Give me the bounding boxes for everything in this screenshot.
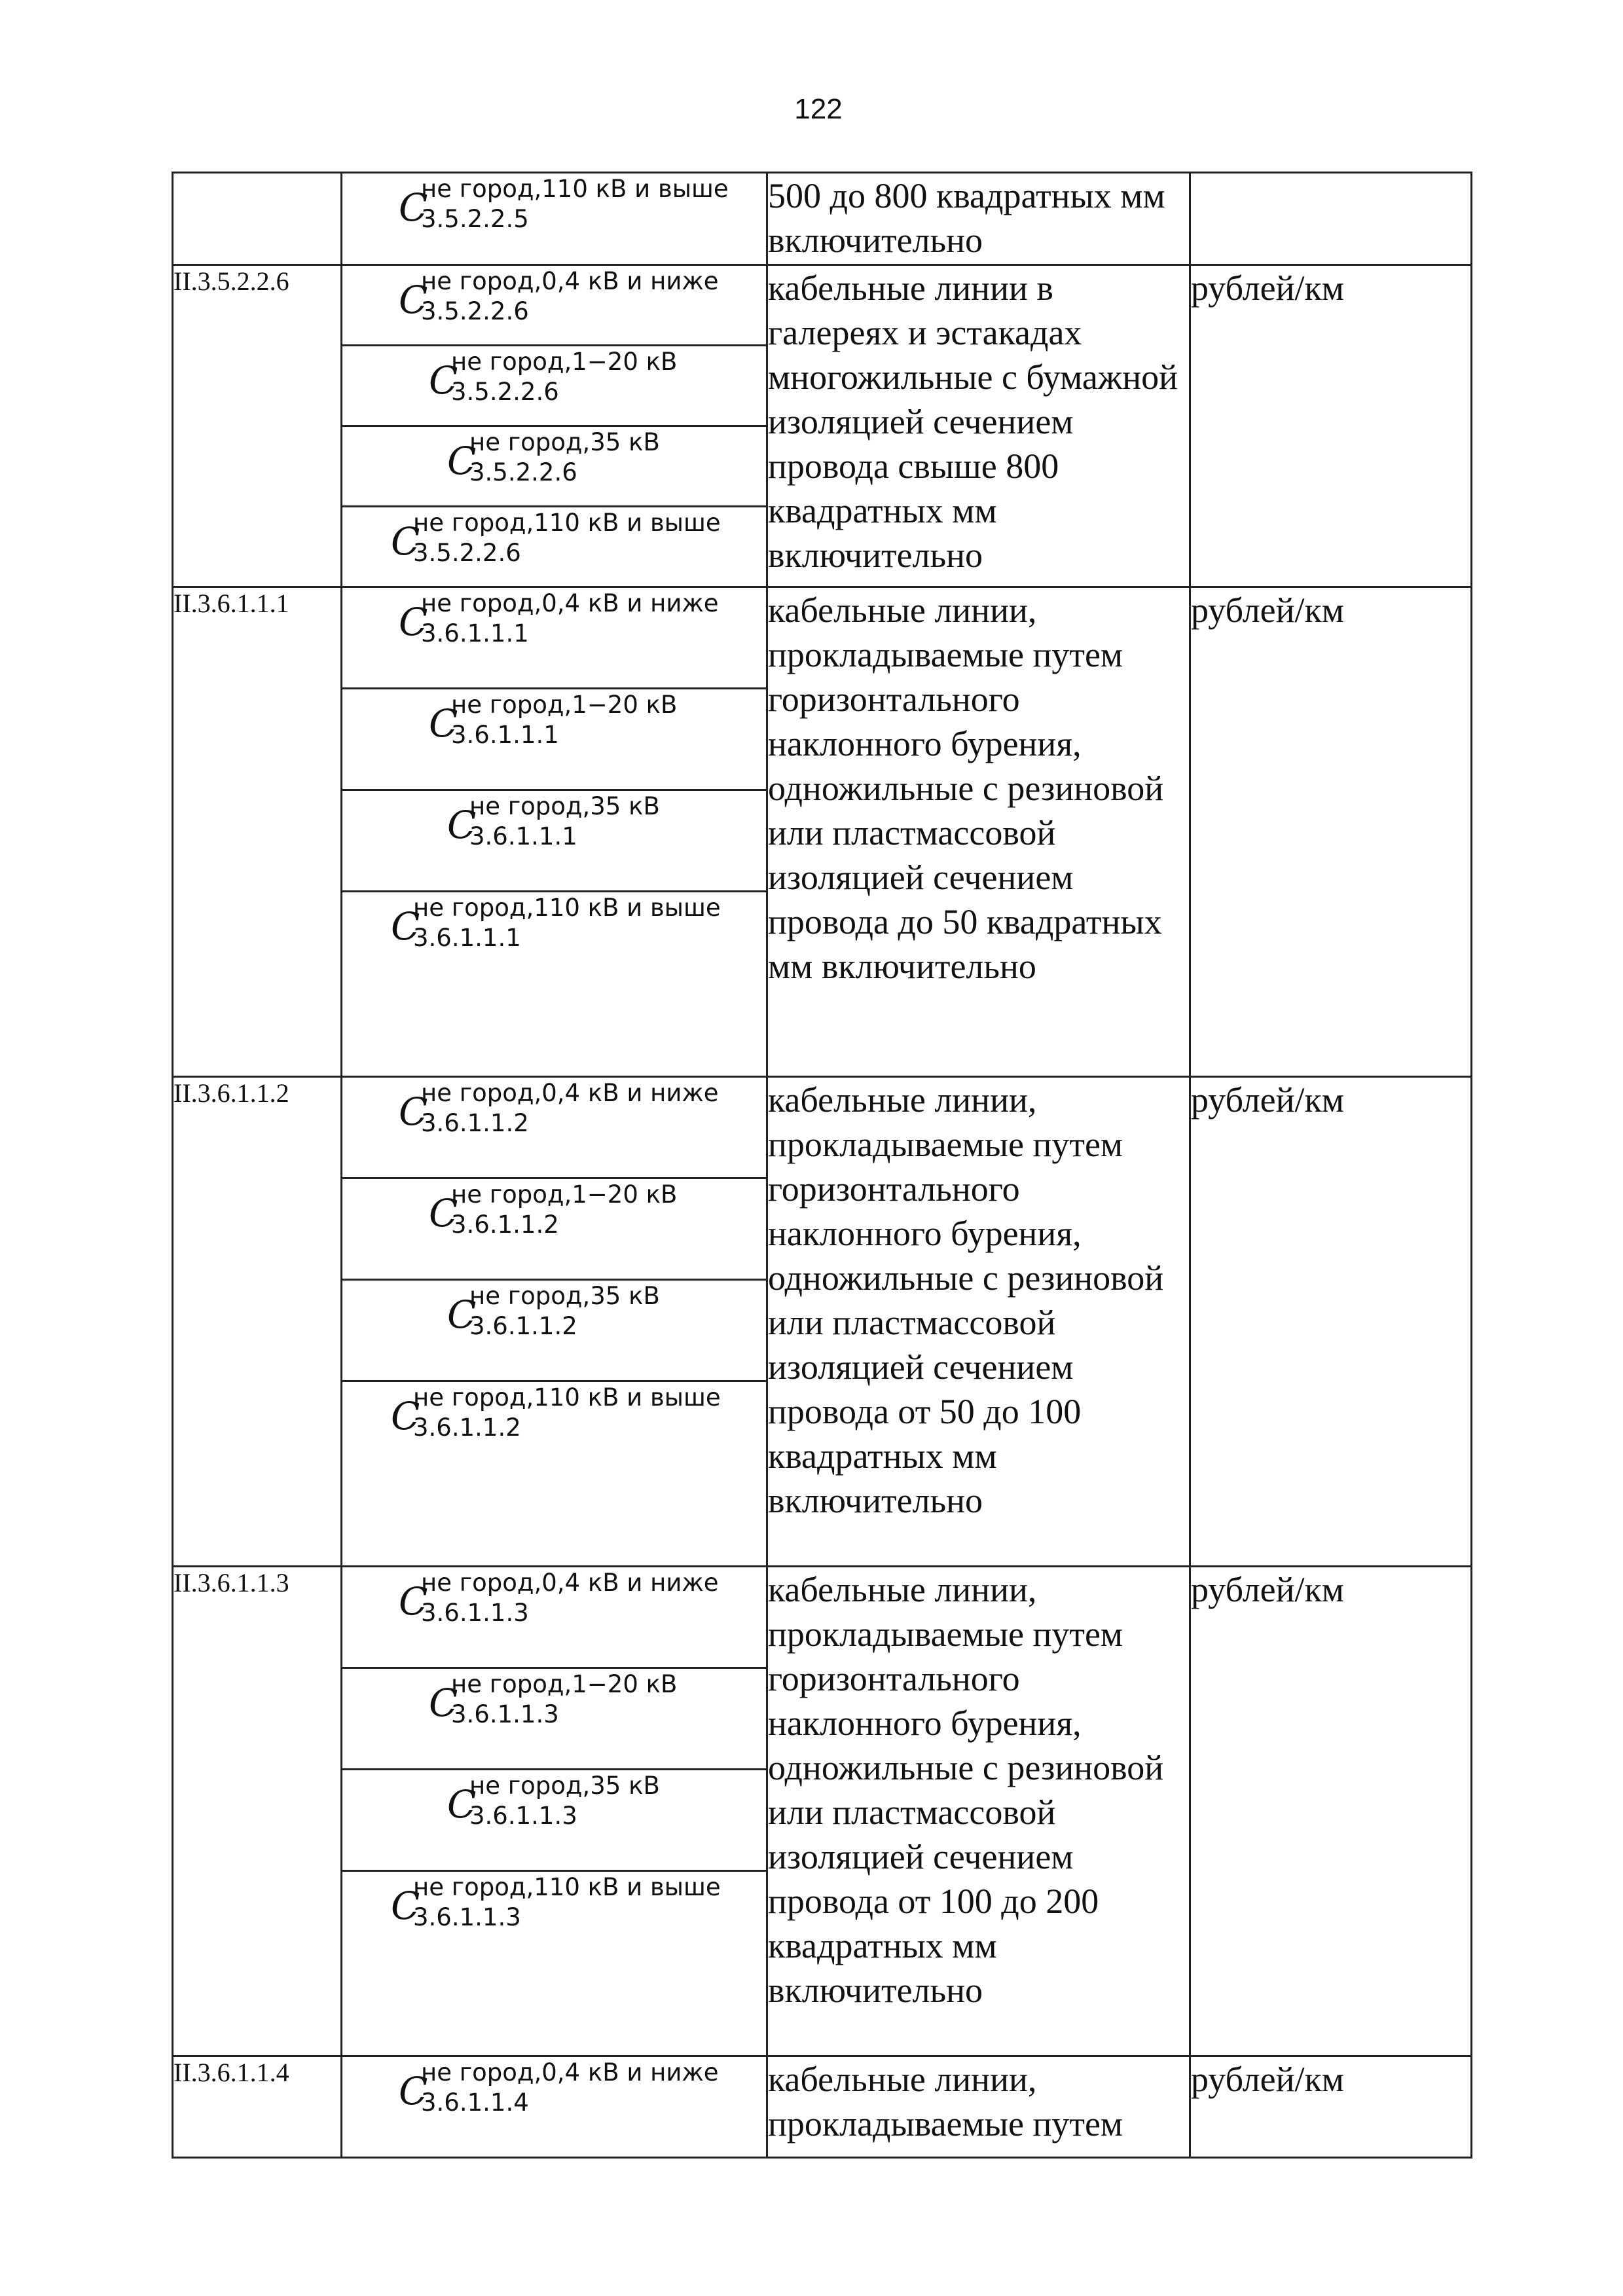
formula-subscript: 3.6.1.1.1 bbox=[451, 721, 559, 749]
formula-superscript: не город,35 кВ bbox=[469, 792, 660, 820]
formula-symbol: C bbox=[399, 600, 428, 644]
row-code: II.3.6.1.1.3 bbox=[173, 1567, 342, 2056]
formula-subscript: 3.6.1.1.3 bbox=[421, 1599, 529, 1627]
row-description: кабельные линии, прокладываемые путем bbox=[767, 2056, 1190, 2158]
formula-symbol: C bbox=[391, 519, 420, 564]
formula-cell bbox=[342, 265, 767, 346]
row-code: II.3.5.2.2.6 bbox=[173, 265, 342, 587]
formula-subscript: 3.6.1.1.2 bbox=[469, 1312, 577, 1340]
formula-symbol: C bbox=[399, 1089, 428, 1134]
row-unit: рублей/км bbox=[1190, 587, 1472, 1077]
formula-cell bbox=[342, 790, 767, 892]
table-row bbox=[173, 1077, 1472, 1178]
tariff-formula bbox=[342, 1179, 766, 1279]
formula-subscript: 3.5.2.2.5 bbox=[421, 205, 529, 233]
row-unit: рублей/км bbox=[1190, 2056, 1472, 2158]
formula-cell bbox=[342, 1668, 767, 1770]
page-number: 122 bbox=[794, 93, 843, 125]
formula-cell bbox=[342, 1567, 767, 1668]
formula-symbol: C bbox=[429, 1681, 458, 1725]
table-row bbox=[173, 265, 1472, 346]
formula-superscript: не город,35 кВ bbox=[469, 1772, 660, 1800]
tariff-formula bbox=[342, 1382, 766, 1565]
row-description: кабельные линии в галереях и эстакадах многожильные с бумажной изоляцией сечением провода свыше 800 квадратных мм включительно bbox=[767, 265, 1190, 587]
tariff-formula bbox=[342, 588, 766, 687]
formula-subscript: 3.6.1.1.1 bbox=[469, 822, 577, 850]
formula-subscript: 3.5.2.2.6 bbox=[421, 297, 529, 325]
formula-symbol: C bbox=[399, 1579, 428, 1624]
formula-symbol: C bbox=[391, 904, 420, 949]
row-unit: рублей/км bbox=[1190, 1567, 1472, 2056]
table-row bbox=[173, 173, 1472, 265]
formula-subscript: 3.6.1.1.3 bbox=[413, 1903, 521, 1931]
formula-superscript: не город,110 кВ и выше bbox=[421, 175, 729, 203]
formula-subscript: 3.5.2.2.6 bbox=[469, 458, 577, 486]
formula-cell bbox=[342, 346, 767, 426]
formula-cell bbox=[342, 1871, 767, 2056]
formula-symbol: C bbox=[429, 1191, 458, 1235]
formula-superscript: не город,0,4 кВ и ниже bbox=[421, 2058, 719, 2086]
row-unit bbox=[1190, 173, 1472, 265]
formula-subscript: 3.6.1.1.4 bbox=[421, 2088, 529, 2117]
row-code: II.3.6.1.1.2 bbox=[173, 1077, 342, 1567]
row-description: кабельные линии, прокладываемые путем горизонтального наклонного бурения, одножильные с резиновой или пластмассовой изоляцией сечением провода от 50 до 100 квадратных мм включительно bbox=[767, 1077, 1190, 1567]
formula-superscript: не город,0,4 кВ и ниже bbox=[421, 267, 719, 295]
tariff-formula bbox=[342, 427, 766, 505]
formula-cell bbox=[342, 2056, 767, 2158]
row-unit: рублей/км bbox=[1190, 265, 1472, 587]
table-row bbox=[173, 587, 1472, 689]
formula-superscript: не город,0,4 кВ и ниже bbox=[421, 1079, 719, 1107]
formula-subscript: 3.5.2.2.6 bbox=[413, 539, 521, 567]
formula-subscript: 3.6.1.1.1 bbox=[421, 619, 529, 647]
formula-cell bbox=[342, 1280, 767, 1381]
tariff-formula bbox=[342, 507, 766, 586]
formula-superscript: не город,0,4 кВ и ниже bbox=[421, 1569, 719, 1597]
row-description: кабельные линии, прокладываемые путем горизонтального наклонного бурения, одножильные с резиновой или пластмассовой изоляцией сечением провода от 100 до 200 квадратных мм включительно bbox=[767, 1567, 1190, 2056]
tariff-formula bbox=[342, 791, 766, 890]
tariff-formula bbox=[342, 346, 766, 425]
row-description: 500 до 800 квадратных мм включительно bbox=[767, 173, 1190, 265]
formula-superscript: не город,110 кВ и выше bbox=[413, 1873, 721, 1901]
formula-symbol: C bbox=[399, 185, 428, 230]
row-description: кабельные линии, прокладываемые путем горизонтального наклонного бурения, одножильные с резиновой или пластмассовой изоляцией сечением провода до 50 квадратных мм включительно bbox=[767, 587, 1190, 1077]
tariff-formula bbox=[342, 892, 766, 1076]
formula-subscript: 3.6.1.1.3 bbox=[451, 1700, 559, 1728]
table-row bbox=[173, 2056, 1472, 2158]
table-row bbox=[173, 1567, 1472, 1668]
formula-superscript: не город,1−20 кВ bbox=[451, 1670, 678, 1698]
formula-subscript: 3.6.1.1.3 bbox=[469, 1802, 577, 1830]
formula-symbol: C bbox=[429, 701, 458, 746]
tariff-formula bbox=[342, 1872, 766, 2055]
row-code bbox=[173, 173, 342, 265]
formula-symbol: C bbox=[391, 1394, 420, 1438]
formula-symbol: C bbox=[399, 278, 428, 322]
tariff-formula bbox=[342, 1567, 766, 1667]
tariff-formula bbox=[342, 689, 766, 789]
tariff-formula bbox=[342, 173, 766, 264]
formula-subscript: 3.6.1.1.2 bbox=[451, 1211, 559, 1239]
formula-symbol: C bbox=[447, 803, 477, 847]
tariff-formula bbox=[342, 2057, 766, 2157]
tariff-formula bbox=[342, 1078, 766, 1177]
formula-symbol: C bbox=[447, 1292, 477, 1337]
formula-symbol: C bbox=[447, 439, 477, 483]
formula-superscript: не город,110 кВ и выше bbox=[413, 1383, 721, 1412]
row-code: II.3.6.1.1.1 bbox=[173, 587, 342, 1077]
row-unit: рублей/км bbox=[1190, 1077, 1472, 1567]
formula-cell bbox=[342, 1381, 767, 1567]
formula-cell bbox=[342, 507, 767, 587]
formula-superscript: не город,110 кВ и выше bbox=[413, 509, 721, 537]
formula-superscript: не город,1−20 кВ bbox=[451, 1180, 678, 1209]
formula-subscript: 3.6.1.1.1 bbox=[413, 924, 521, 952]
formula-symbol: C bbox=[429, 358, 458, 403]
formula-symbol: C bbox=[399, 2069, 428, 2113]
formula-cell bbox=[342, 587, 767, 689]
tariff-formula bbox=[342, 1281, 766, 1380]
formula-cell bbox=[342, 1178, 767, 1280]
formula-cell bbox=[342, 173, 767, 265]
formula-symbol: C bbox=[391, 1884, 420, 1928]
formula-symbol: C bbox=[447, 1782, 477, 1827]
tariff-formula bbox=[342, 1669, 766, 1768]
tariff-table bbox=[172, 172, 1472, 2159]
row-code: II.3.6.1.1.4 bbox=[173, 2056, 342, 2158]
formula-subscript: 3.5.2.2.6 bbox=[451, 378, 559, 406]
formula-subscript: 3.6.1.1.2 bbox=[413, 1413, 521, 1442]
formula-cell bbox=[342, 892, 767, 1077]
formula-cell bbox=[342, 426, 767, 507]
formula-superscript: не город,1−20 кВ bbox=[451, 348, 678, 376]
formula-cell bbox=[342, 1077, 767, 1178]
formula-subscript: 3.6.1.1.2 bbox=[421, 1109, 529, 1137]
formula-superscript: не город,110 кВ и выше bbox=[413, 894, 721, 922]
formula-cell bbox=[342, 689, 767, 790]
formula-superscript: не город,35 кВ bbox=[469, 428, 660, 456]
formula-superscript: не город,0,4 кВ и ниже bbox=[421, 589, 719, 617]
formula-cell bbox=[342, 1770, 767, 1871]
tariff-formula bbox=[342, 1770, 766, 1870]
formula-superscript: не город,1−20 кВ bbox=[451, 691, 678, 719]
formula-superscript: не город,35 кВ bbox=[469, 1282, 660, 1310]
tariff-formula bbox=[342, 266, 766, 344]
